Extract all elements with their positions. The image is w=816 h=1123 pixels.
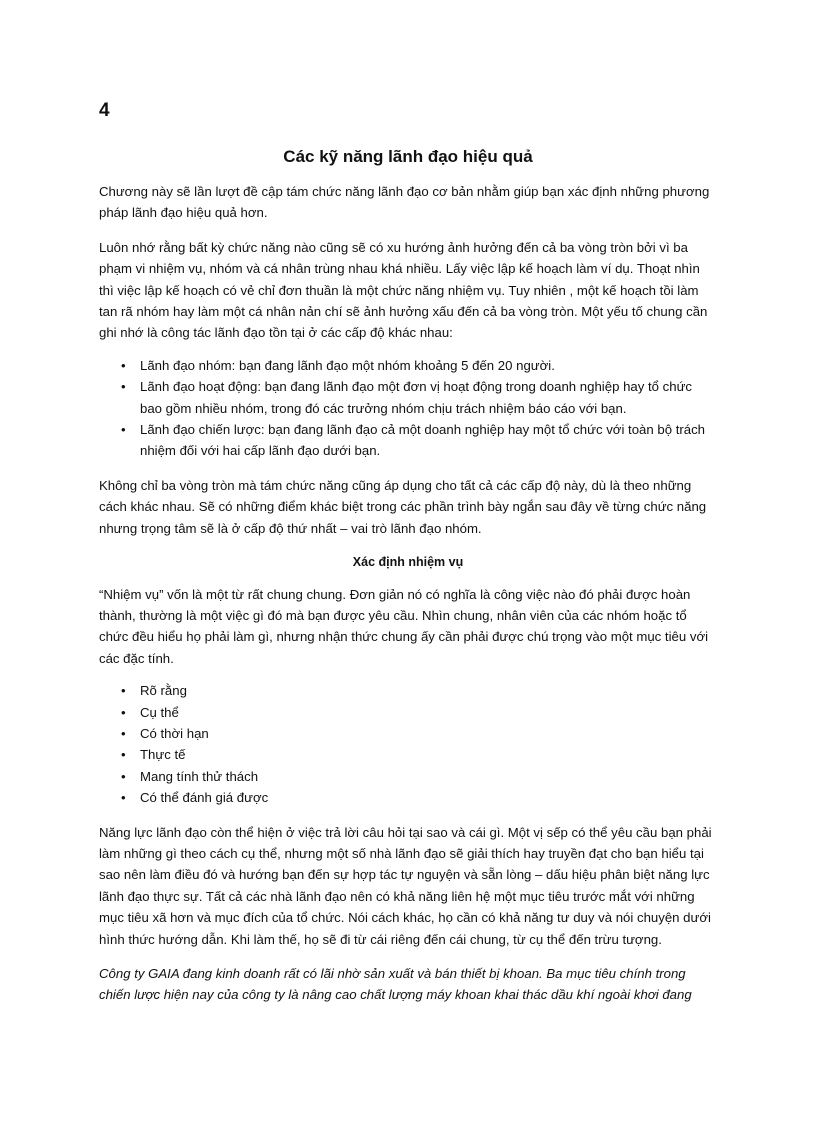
body-paragraph: Năng lực lãnh đạo còn thể hiện ở việc trả lời câu hỏi tại sao và cái gì. Một vị sếp có thể yêu cầu bạn phải làm những gì theo cách cụ thể, nhưng một số nhà lãnh đạo sẽ giải thích hay truyền đạt cho bạn hiểu tại sao nên làm điều đó và hướng bạn đến sự hợp tác tự nguyện và sẵn lòng – dấu hiệu phân biệt năng lực lãnh đạo thực sự. Tất cả các nhà lãnh đạo nên có khả năng liên hệ một mục tiêu trước mắt với những mục tiêu xã hơn và mục đích của tổ chức. Nói cách khác, họ cần có khả năng tư duy và nói chuyện dưới hình thức hướng dẫn. Khi làm thế, họ sẽ đi từ cái riêng đến cái chung, từ cụ thể đến trừu tượng. — [99, 824, 712, 947]
chapter-number: 4 — [99, 100, 110, 121]
bullet-icon: • — [121, 790, 126, 806]
list-item: • Rõ rằng — [99, 680, 717, 701]
section-heading: Xác định nhiệm vụ — [352, 555, 464, 570]
chapter-title: Các kỹ năng lãnh đạo hiệu quả — [283, 147, 533, 166]
bullet-icon: • — [121, 747, 126, 763]
body-paragraph: “Nhiệm vụ” vốn là một từ rất chung chung. Đơn giản nó có nghĩa là công việc nào đó phải được hoàn thành, thường là một việc gì đó mà bạn được yêu cầu. Nhìn chung, nhân viên của các nhóm hoặc tổ chức đều hiểu họ phải làm gì, nhưng nhận thức chung ấy cần phải được chú trọng vào một mục tiêu với các đặc tính. — [99, 586, 709, 666]
list-item: • Có thời hạn — [99, 723, 717, 744]
bullet-icon: • — [121, 422, 126, 438]
bullet-icon: • — [121, 704, 126, 720]
leadership-levels-list — [99, 355, 717, 462]
list-item: • Có thể đánh giá được — [99, 787, 717, 808]
list-item: • Cụ thể — [99, 702, 717, 723]
body-paragraph: Không chỉ ba vòng tròn mà tám chức năng cũng áp dụng cho tất cả các cấp độ này, dù là theo những cách khác nhau. Sẽ có những điểm khác biệt trong các phần trình bày ngắn sau đây về từng chức năng nhưng trọng tâm sẽ là ở cấp độ thứ nhất – vai trò lãnh đạo nhóm. — [99, 477, 707, 536]
bullet-icon: • — [121, 768, 126, 784]
intro-paragraph: Chương này sẽ lần lượt đề cập tám chức năng lãnh đạo cơ bản nhằm giúp bạn xác định những phương pháp lãnh đạo hiệu quả hơn. — [99, 184, 710, 221]
characteristics-list — [99, 680, 717, 808]
bullet-icon: • — [121, 683, 126, 699]
chapter-body — [99, 181, 717, 1019]
list-item: • Lãnh đạo chiến lược: bạn đang lãnh đạo cả một doanh nghiệp hay một tổ chức với toàn bộ trách nhiệm đối với hai cấp lãnh đạo dưới bạn. — [99, 419, 717, 462]
list-item: • Mang tính thử thách — [99, 766, 717, 787]
bullet-icon: • — [121, 725, 126, 741]
case-study-paragraph: Công ty GAIA đang kinh doanh rất có lãi nhờ sản xuất và bán thiết bị khoan. Ba mục tiêu chính trong chiến lược hiện nay của công ty là nâng cao chất lượng máy khoan khai thác dầu khí ngoài khơi đang — [99, 966, 692, 1003]
list-item: • Lãnh đạo hoạt động: bạn đang lãnh đạo một đơn vị hoạt động trong doanh nghiệp hay tổ chức bao gồm nhiều nhóm, trong đó các trưởng nhóm chịu trách nhiệm báo cáo với bạn. — [99, 376, 717, 419]
bullet-icon: • — [121, 357, 126, 373]
bullet-icon: • — [121, 379, 126, 395]
list-item: • Lãnh đạo nhóm: bạn đang lãnh đạo một nhóm khoảng 5 đến 20 người. — [99, 355, 717, 376]
list-item: • Thực tế — [99, 744, 717, 765]
body-paragraph: Luôn nhớ rằng bất kỳ chức năng nào cũng sẽ có xu hướng ảnh hưởng đến cả ba vòng tròn bởi vì ba phạm vi nhiệm vụ, nhóm và cá nhân trùng nhau khá nhiều. Lấy việc lập kế hoạch làm ví dụ. Thoạt nhìn thì việc lập kế hoạch có vẻ chỉ đơn thuần là một chức năng nhiệm vụ. Tuy nhiên , một kế hoạch tồi làm tan rã nhóm hay làm một cá nhân nản chí sẽ ảnh hưởng xấu đến cả ba vòng tròn. Một yếu tố chung cần ghi nhớ là công tác lãnh đạo tồn tại ở các cấp độ khác nhau: — [99, 239, 708, 341]
